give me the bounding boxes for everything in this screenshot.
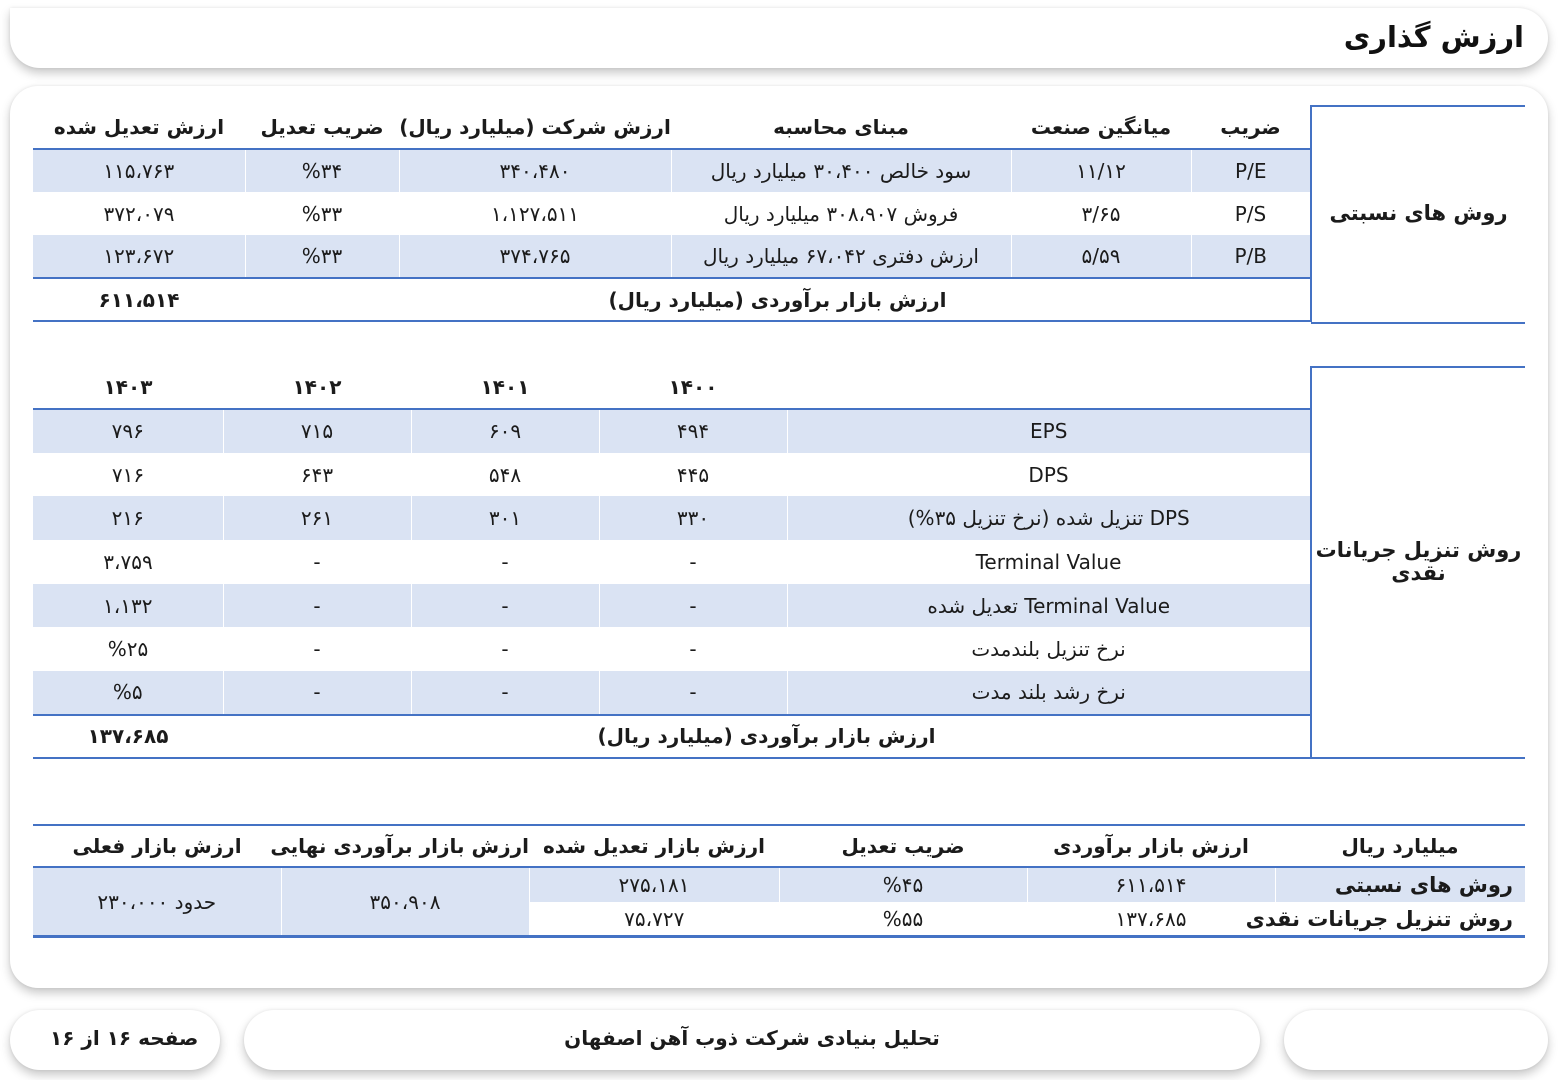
total-row [33,278,1525,321]
value-cell: ۲۱۶ [33,496,223,540]
table-row [33,409,1525,453]
value-cell: ۷۹۶ [33,409,223,453]
adj-factor-cell: %۳۳ [301,201,343,226]
factor-cell: %۵۵ [882,907,924,931]
adj-value-cell: ۱۱۵،۷۶۳ [33,149,245,192]
value-cell: ۳۳۰ [599,496,787,540]
value-cell: ۷۱۶ [111,462,145,487]
table-row [33,235,1525,278]
value-cell: - [689,637,697,662]
col-header-company-value: ارزش شرکت (میلیارد ریال) [399,105,671,149]
col-header-factor: ضریب تعدیل [779,825,1027,867]
col-header-adj-factor: ضریب تعدیل [245,105,399,149]
estimated-cell: ۶۱۱،۵۱۴ [1027,867,1275,902]
basis-cell: فروش ۳۰۸،۹۰۷ میلیارد ریال [723,201,959,226]
row-label: DPS تنزیل شده (نرخ تنزیل ۳۵%) [787,496,1311,540]
value-cell: - [313,637,321,662]
estimated-cell: ۱۳۷،۶۸۵ [1115,907,1187,931]
ratio-cell: P/E [1191,149,1311,192]
value-cell: ۴۴۵ [676,462,710,487]
footer-blank-box [1284,1010,1548,1070]
adjusted-cell: ۷۵،۷۲۷ [624,907,685,931]
value-cell: ۵۴۸ [488,462,522,487]
table-row [33,671,1525,715]
value-cell: - [411,671,599,715]
divider [33,935,1525,937]
company-value-cell: ۳۷۴،۷۶۵ [399,235,671,278]
total-label: ارزش بازار برآوردی (میلیارد ریال) [223,715,1311,758]
value-cell: - [689,549,697,574]
final-value-cell: ۳۵۰،۹۰۸ [281,867,529,937]
summary-table [33,824,1525,938]
table-row [33,584,1525,628]
current-value-cell: حدود ۲۳۰،۰۰۰ [33,867,281,937]
value-cell: %۵ [33,671,223,715]
method-label: روش تنزیل جریانات نقدی [1245,907,1513,931]
divider [1311,322,1525,324]
company-value-cell: ۱،۱۲۷،۵۱۱ [490,201,580,226]
row-label: EPS [787,409,1311,453]
col-header-year: ۱۴۰۳ [33,366,223,409]
row-label: DPS [1028,462,1069,487]
dcf-method-table [33,366,1525,759]
value-cell: ۱،۱۳۲ [33,584,223,628]
table-row [33,496,1525,540]
footer-title: تحلیل بنیادی شرکت ذوب آهن اصفهان [564,1026,940,1050]
ratio-cell: P/S [1234,201,1267,226]
header-bar [10,8,1548,68]
total-row [33,715,1525,758]
table-row [33,192,1525,235]
col-header-year: ۱۴۰۰ [599,366,787,409]
divider [1311,105,1525,107]
adj-factor-cell: %۳۴ [245,149,399,192]
dcf-method-label: روش تنزیل جریانات نقدی [1311,366,1525,758]
basis-cell: ارزش دفتری ۶۷،۰۴۲ میلیارد ریال [671,235,1011,278]
row-label: Terminal Value [975,549,1122,574]
value-cell: - [599,671,787,715]
total-value: ۱۳۷،۶۸۵ [33,715,223,758]
adj-value-cell: ۳۷۲،۰۷۹ [103,201,175,226]
adj-value-cell: ۱۲۳،۶۷۲ [33,235,245,278]
table-row [33,627,1525,671]
col-header-ratio: ضریب [1191,105,1311,149]
col-header-estimated: ارزش بازار برآوردی [1027,825,1275,867]
industry-avg-cell: ۳/۶۵ [1081,201,1121,226]
ratio-cell: P/B [1191,235,1311,278]
row-label: نرخ رشد بلند مدت [787,671,1311,715]
value-cell: - [313,549,321,574]
value-cell: ۲۶۱ [223,496,411,540]
col-header-year: ۱۴۰۲ [223,366,411,409]
col-header-year: ۱۴۰۱ [411,366,599,409]
relative-methods-table [33,105,1525,322]
value-cell: ۶۴۳ [300,462,334,487]
relative-methods-label: روش های نسبتی [1311,105,1525,321]
table-row [33,453,1525,497]
adj-factor-cell: %۳۳ [245,235,399,278]
adjusted-cell: ۲۷۵،۱۸۱ [529,867,779,902]
value-cell: - [411,584,599,628]
footer-title-box [244,1010,1260,1070]
value-cell: ۷۱۵ [223,409,411,453]
col-header-current: ارزش بازار فعلی [33,825,281,867]
value-cell: - [501,549,509,574]
page-title: ارزش گذاری [1343,20,1524,54]
col-header-final: ارزش بازار برآوردی نهایی [281,825,529,867]
value-cell: - [501,637,509,662]
total-label: ارزش بازار برآوردی (میلیارد ریال) [245,278,1311,321]
table-row [33,540,1525,584]
value-cell: %۲۵ [107,637,149,662]
value-cell: ۴۹۴ [599,409,787,453]
basis-cell: سود خالص ۳۰،۴۰۰ میلیارد ریال [671,149,1011,192]
page-number: صفحه ۱۶ از ۱۶ [50,1026,199,1050]
value-cell: ۳۰۱ [411,496,599,540]
factor-cell: %۴۵ [779,867,1027,902]
col-header-empty [787,366,1311,409]
value-cell: ۶۰۹ [411,409,599,453]
company-value-cell: ۳۴۰،۴۸۰ [399,149,671,192]
row-label: Terminal Value تعدیل شده [787,584,1311,628]
value-cell: - [223,584,411,628]
total-value: ۶۱۱،۵۱۴ [33,278,245,321]
table-row [33,149,1525,192]
col-header-industry-avg: میانگین صنعت [1011,105,1191,149]
col-header-basis: مبنای محاسبه [671,105,1011,149]
col-header-unit: میلیارد ریال [1275,825,1525,867]
table-row [33,867,1525,902]
value-cell: ۳،۷۵۹ [103,549,153,574]
value-cell: - [223,671,411,715]
divider [1311,366,1525,368]
col-header-adjusted: ارزش بازار تعدیل شده [529,825,779,867]
divider [1311,757,1525,759]
col-header-adj-value: ارزش تعدیل شده [33,105,245,149]
method-label: روش های نسبتی [1275,867,1525,902]
industry-avg-cell: ۵/۵۹ [1011,235,1191,278]
row-label: نرخ تنزیل بلندمدت [971,637,1126,662]
footer-page-box [10,1010,220,1070]
industry-avg-cell: ۱۱/۱۲ [1011,149,1191,192]
value-cell: - [599,584,787,628]
